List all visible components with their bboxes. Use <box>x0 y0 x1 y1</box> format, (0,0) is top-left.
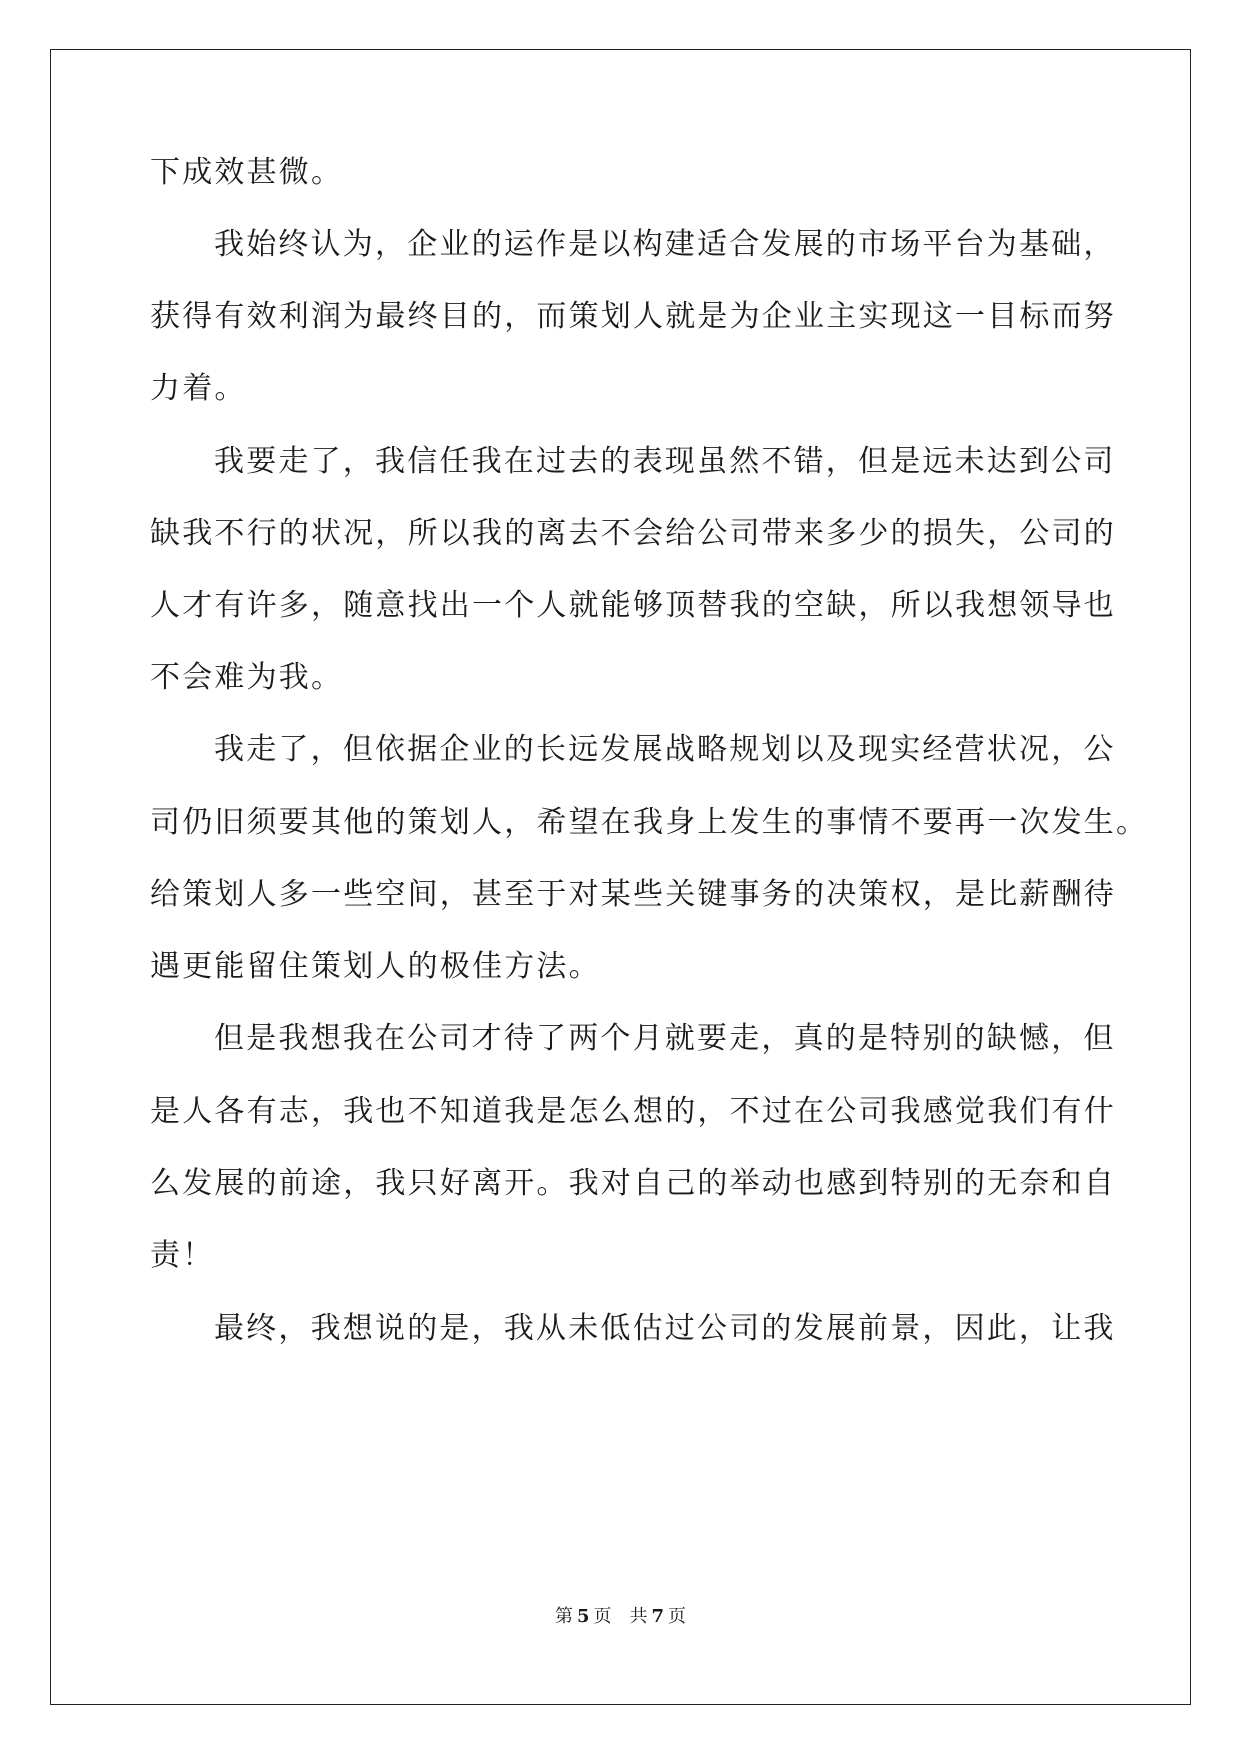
total-pages-suffix: 页 <box>668 1606 687 1627</box>
paragraph-first-line: 但是我想我在公司才待了两个月就要走，真的是特别的缺憾，但 <box>214 1021 1116 1056</box>
page-footer <box>0 1602 1241 1628</box>
text-line: 司仍旧须要其他的策划人，希望在我身上发生的事情不要再一次发生。 <box>150 805 1149 840</box>
text-line: 人才有许多，随意找出一个人就能够顶替我的空缺，所以我想领导也 <box>150 588 1116 623</box>
text-line: 给策划人多一些空间，甚至于对某些关键事务的决策权，是比薪酬待 <box>150 877 1116 912</box>
text-line: 责！ <box>150 1238 215 1273</box>
text-line: 么发展的前途，我只好离开。我对自己的举动也感到特别的无奈和自 <box>150 1166 1116 1201</box>
paragraph-first-line: 我始终认为，企业的运作是以构建适合发展的市场平台为基础， <box>214 227 1116 262</box>
page-number-prefix: 第 <box>554 1606 573 1627</box>
paragraph-first-line: 我要走了，我信任我在过去的表现虽然不错，但是远未达到公司 <box>214 444 1116 479</box>
paragraph-first-line: 我走了，但依据企业的长远发展战略规划以及现实经营状况，公 <box>214 732 1116 767</box>
total-pages: 7 <box>651 1606 665 1627</box>
text-line: 下成效甚微。 <box>150 155 344 190</box>
page-number: 5 <box>576 1606 590 1627</box>
text-line: 不会难为我。 <box>150 660 344 695</box>
paragraph-first-line: 最终，我想说的是，我从未低估过公司的发展前景，因此，让我 <box>214 1311 1116 1346</box>
text-line: 力着。 <box>150 371 247 406</box>
text-line: 遇更能留住策划人的极佳方法。 <box>150 949 601 984</box>
text-line: 获得有效利润为最终目的，而策划人就是为企业主实现这一目标而努 <box>150 299 1116 334</box>
text-line: 缺我不行的状况，所以我的离去不会给公司带来多少的损失，公司的 <box>150 516 1116 551</box>
text-line: 是人各有志，我也不知道我是怎么想的，不过在公司我感觉我们有什 <box>150 1094 1116 1129</box>
total-pages-prefix: 共 <box>629 1606 648 1627</box>
page-number-suffix: 页 <box>593 1606 612 1627</box>
